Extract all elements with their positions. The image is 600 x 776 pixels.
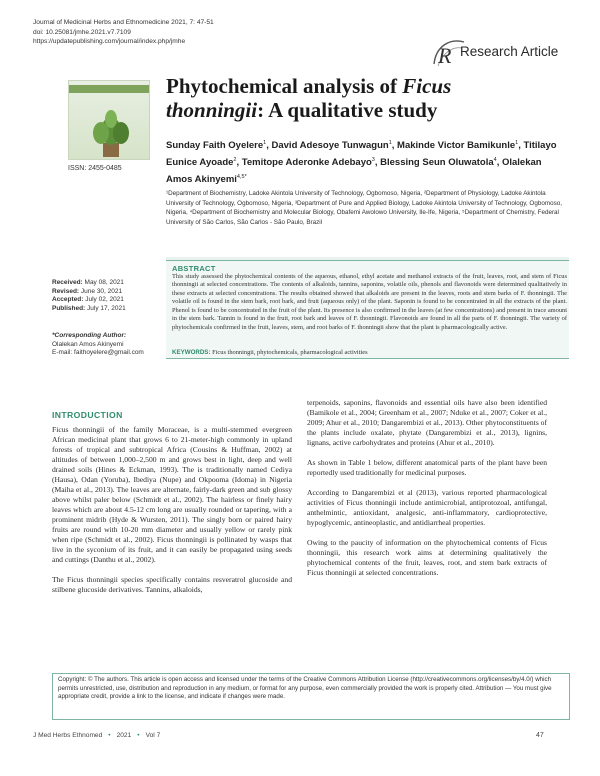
author: Olalekan Amos Akinyemi$^{4,5*}$ bbox=[166, 157, 542, 186]
plant-icon bbox=[83, 103, 139, 159]
author: Titilayo Eunice Ayoade$^2$, bbox=[166, 140, 557, 169]
paragraph: terpenoids, saponins, flavonoids and essential oils have also been identified (Bamikole et al., 2004; Greenham et al., 2007; Nduke et al., 2007; Coker et al., 2009; Ahur et al., 2010; Dangarembizi et al., 2013). Other phytoconstituents of the plants include oxalate, phytate (Dangarembizi et al., 2013), lignins, lignans, active carbohydrates and proteins (Ahur et al., 2010). bbox=[307, 398, 547, 447]
paragraph: As shown in Table 1 below, different anatomical parts of the plant have been reportedly used traditionally for medicinal purposes. bbox=[307, 458, 547, 477]
journal-url[interactable]: https://updatepublishing.com/journal/index.php/jmhe bbox=[33, 38, 186, 46]
title-species: Ficus thonningii bbox=[166, 74, 452, 122]
corresponding-label: *Corresponding Author: bbox=[52, 332, 127, 339]
article-title bbox=[166, 74, 526, 122]
keywords-text: Ficus thonningii, phytochemicals, pharmacological activities bbox=[210, 349, 368, 356]
body-column-left bbox=[52, 425, 292, 605]
affiliations: ¹Department of Biochemistry, Ladoke Akintola University of Technology, Ogbomoso, Nigeria, ²Department of Physiology, Ladoke Akintola University of Technology, Ogbomoso, Nigeria, ³Department of Pure and Applied Biology, Ladoke Akintola University of Technology, Ogbomoso, Nigeria, ⁴Department of Biochemistry and Molecular Biology, Obafemi Awolowo University, Ile-Ife, Nigeria, ⁵Department of Chemistry, Federal University of São Carlos, São Carlos - São Paulo, Brazil bbox=[166, 190, 562, 226]
journal-header bbox=[33, 18, 333, 47]
author: David Adesoye Tunwagun$^1$, bbox=[271, 140, 398, 152]
corresponding-email[interactable]: E-mail: faithoyelere@gmail.com bbox=[52, 349, 144, 357]
journal-cover bbox=[68, 80, 150, 160]
title-part-2: : A qualitative study bbox=[257, 98, 438, 122]
date-published: Published: July 17, 2021 bbox=[52, 304, 126, 312]
page-number: 47 bbox=[536, 732, 544, 739]
author-list bbox=[166, 136, 566, 187]
corresponding-name: Olalekan Amos Akinyemi bbox=[52, 340, 124, 348]
date-accepted: Accepted: July 02, 2021 bbox=[52, 296, 124, 304]
issn: ISSN: 2455-0485 bbox=[68, 165, 122, 172]
paragraph: According to Dangarembizi et al (2013), various reported pharmacological activities of Ficus thonningii include antimicrobial, antiprotozoal, antifungal, anthelmintic, antioxidant, analgesic, anti-inflammatory, cardioprotective, hypoglycemic, antineoplastic, and antidiarrheal properties. bbox=[307, 488, 547, 527]
title-part-1: Phytochemical analysis of bbox=[166, 74, 403, 98]
journal-citation: Journal of Medicinal Herbs and Ethnomedicine 2021, 7: 47-51 bbox=[33, 19, 214, 26]
corresponding-author bbox=[52, 332, 167, 358]
paragraph: Ficus thonningii of the family Moraceae, is a multi-stemmed evergreen African medicinal plant that grows 6 to 21-meter-high commonly in upland forests of tropical and subtropical Africa (Cousins & Huffman, 2002) at altitudes of between 1,000–2,500 m and grows best in light, deep and well drained soils (Hines & Eckman, 1993). The is traditionally named Cediya (Hausa), Odan (Yoruba), Ibediya (Nupe) and Okpooma (Idoma) in Nigeria (Maiha et al., 2013). The leaves are alternate, fairly-dark green and sub glossy above whilst paler below (Schmidt et al., 2002). The hairless or finely hairy leaves which are about 4.5-12 cm long are usually rounded or tapering, with a prominent midrib (Hyde & Wursten, 2011). The singly born or paired hairy fruits are round with 10-20 mm diameter and usually yellow or rarely pink when ripe (Schmidt et al., 2002). Ficus thonningii is pollinated by wasps that live in the syconium of its fruit, and it can easily be propagated using seeds and cuttings (Danthu et al., 2002). bbox=[52, 425, 292, 564]
copyright-text: Copyright: © The authors. This article is open access and licensed under the terms of the Creative Commons Attribution License (http://creativecommons.org/licenses/by/4.0/) which permits unrestricted, use, distribution and reproduction in any medium, or format for any purpose, even commercially provided the work is properly cited. Attribution — You must give appropriate credit, provide a link to the license, and indicate if changes were made. bbox=[58, 676, 552, 701]
body-column-right bbox=[307, 398, 547, 588]
author: Temitope Aderonke Adebayo$^3$, bbox=[241, 157, 381, 169]
keywords-label: KEYWORDS: bbox=[172, 349, 211, 356]
paragraph: The Ficus thonningii species specifically contains resveratrol glucoside and stilbene glucoside derivatives. Tannins, alkaloids, bbox=[52, 575, 292, 594]
footer-volume: Vol 7 bbox=[145, 732, 161, 739]
abstract-heading: ABSTRACT bbox=[172, 264, 216, 273]
cover-band bbox=[69, 85, 149, 93]
author: Makinde Victor Bamikunle$^1$, bbox=[397, 140, 524, 152]
footer-year: 2021 bbox=[116, 732, 132, 739]
introduction-heading: INTRODUCTION bbox=[52, 410, 123, 420]
footer-journal: J Med Herbs Ethnomed bbox=[33, 732, 103, 739]
author: Sunday Faith Oyelere$^1$, bbox=[166, 140, 272, 152]
svg-text:R: R bbox=[438, 43, 452, 68]
date-received: Received: May 08, 2021 bbox=[52, 279, 124, 286]
article-type-logo bbox=[430, 36, 570, 70]
author: Blessing Seun Oluwatola$^4$, bbox=[380, 157, 502, 169]
footer-citation: J Med Herbs Ethnomed • 2021 • Vol 7 bbox=[33, 732, 161, 739]
publication-dates bbox=[52, 279, 162, 313]
date-revised: Revised: June 30, 2021 bbox=[52, 287, 123, 295]
paragraph: Owing to the paucity of information on the phytochemical contents of Ficus thonningii, this research work aims at determining qualitatively the phytochemical contents of the fruit, leaves, root, and stem bark extracts of Ficus thonningii at selected concentrations. bbox=[307, 538, 547, 577]
keywords bbox=[172, 349, 567, 356]
abstract-text: This study assessed the phytochemical contents of the aqueous, ethanol, ethyl acetate and methanol extracts of the fruit, leaves, root, and stem of Ficus thonningii at selected concentrations. The contents of alkaloids, tannins, saponins, volatile oils, phenols and flavonoids were determined qualitatively in these extracts at selected concentrations. The results obtained showed that alkaloids are present in the leaves, roots and stem barks of F. thonningii. The volatile oil is found in the stem bark, root bark, and fruit (aqueous only) of the plant. Saponin is found to be concentrated in all the extracts of the plant. Phenol is found to be concentrated in the fruit of the plant. Its presence is also confirmed in the leaves (at few concentrations) and present in trace amount in the stem bark. Tannin is found in the fruit, root bark and leaves of F. thonningii. Flavonoids are found in all the parts of F. thonningii. The variety of phytochemicals confirmed in the fruit, leaves, stem, and root barks of F. thonningii show that the plant is pharmacologically active. bbox=[172, 273, 567, 331]
journal-doi: doi: 10.25081/jmhe.2021.v7.7109 bbox=[33, 28, 131, 36]
article-type-label: Research Article bbox=[460, 44, 559, 59]
